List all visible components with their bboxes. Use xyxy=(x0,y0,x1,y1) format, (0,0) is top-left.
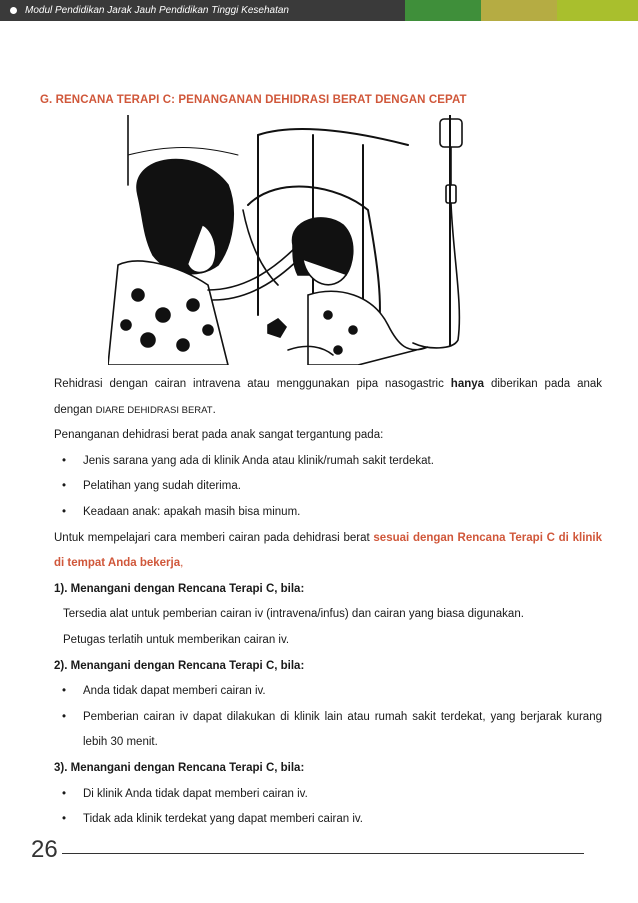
study-comma: , xyxy=(180,557,184,570)
list-item: • Pelatihan yang sudah diterima. xyxy=(54,474,602,500)
header-title-segment xyxy=(0,0,405,21)
intro-text-b: diberikan pada anak dengan xyxy=(54,378,603,416)
factors-list xyxy=(54,449,602,526)
list-item: • Jenis sarana yang ada di klinik Anda atau klinik/rumah sakit terdekat. xyxy=(54,449,602,475)
case3-heading: 3). Menangani dengan Rencana Terapi C, bila: xyxy=(54,761,305,774)
intro-condition: DIARE DEHIDRASI BERAT xyxy=(95,404,213,416)
list-item: • Tidak ada klinik terdekat yang dapat memberi cairan iv. xyxy=(54,807,602,833)
intro-period: . xyxy=(212,403,216,416)
case1-heading: 1). Menangani dengan Rencana Terapi C, bila: xyxy=(54,582,305,595)
case1-line: Tersedia alat untuk pemberian cairan iv (intravena/infus) dan cairan yang biasa digunakan. xyxy=(63,608,524,621)
header-bar xyxy=(0,0,638,21)
case3-list xyxy=(54,782,602,833)
study-paragraph xyxy=(54,526,602,577)
list-item: • Anda tidak dapat memberi cairan iv. xyxy=(54,679,602,705)
header-color-block-green xyxy=(405,0,481,21)
main-content xyxy=(54,372,602,833)
list-item: • Keadaan anak: apakah masih bisa minum. xyxy=(54,500,602,526)
module-title: Modul Pendidikan Jarak Jauh Pendidikan Tinggi Kesehatan xyxy=(25,5,289,16)
intro-text-a: Rehidrasi dengan cairan intravena atau menggunakan pipa nasogastric xyxy=(54,378,451,390)
list-item: • Di klinik Anda tidak dapat memberi cairan iv. xyxy=(54,782,602,808)
bullet-dot-icon xyxy=(10,7,17,14)
study-highlight: sesuai dengan Rencana Terapi C di klinik di tempat Anda bekerja xyxy=(54,531,602,570)
section-heading: G. RENCANA TERAPI C: PENANGANAN DEHIDRASI BERAT DENGAN CEPAT xyxy=(40,94,467,106)
factors-intro: Penanganan dehidrasi berat pada anak sangat tergantung pada: xyxy=(54,429,384,442)
header-color-block-olive xyxy=(481,0,557,21)
header-color-block-lime xyxy=(557,0,638,21)
intro-emphasis: hanya xyxy=(450,378,485,390)
list-item: • Pemberian cairan iv dapat dilakukan di klinik lain atau rumah sakit terdekat, yang berjarak kurang lebih 30 menit. xyxy=(54,705,602,756)
intro-paragraph xyxy=(54,372,602,423)
case2-heading: 2). Menangani dengan Rencana Terapi C, bila: xyxy=(54,659,305,672)
case1-line: Petugas terlatih untuk memberikan cairan iv. xyxy=(63,633,290,646)
mother-child-iv-drip-illustration xyxy=(108,115,488,365)
footer-rule xyxy=(62,853,584,854)
page-number: 26 xyxy=(31,836,58,863)
case2-list xyxy=(54,679,602,756)
study-text: Untuk mempelajari cara memberi cairan pada dehidrasi berat xyxy=(54,531,374,544)
